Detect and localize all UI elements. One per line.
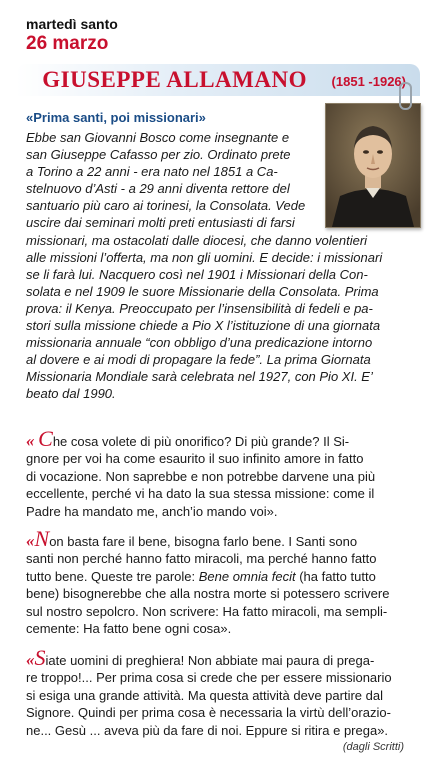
bio-line: Ebbe san Giovanni Bosco come insegnante e <box>26 130 290 145</box>
day-label: martedì santo <box>26 16 118 32</box>
latin-phrase: Bene omnia fecit <box>198 568 296 584</box>
quote-initial: S <box>34 645 46 670</box>
quote-text: he cosa volete di più onorifico? Di più grande? Il Si- <box>52 434 350 449</box>
quote-initial: C <box>38 426 53 451</box>
paperclip-icon <box>399 82 412 110</box>
bio-line: solata e nel 1909 le suore Missionarie della Consolata. Prima <box>26 283 379 299</box>
quote-line: Padre ha mandato me, anch’io mando voi». <box>26 503 278 519</box>
quote-open-mark: « <box>26 650 35 669</box>
biography-text <box>26 129 406 403</box>
quote-line: eccellente, perché vi ha dato la sua stessa missione: come il <box>26 486 375 502</box>
quote-block-1 <box>26 426 412 520</box>
quote-line: sul nostro sepolcro. Non scrivere: Ha fatto miracoli, ma sempli- <box>26 603 388 619</box>
quote-first-line <box>26 426 412 451</box>
bio-line: Missionaria Mondiale sarà celebrata nel 1927, con Pio XI. E’ <box>26 369 373 385</box>
title-banner <box>16 64 420 96</box>
quote-line: gnore per voi ha come esaurito il suo infinito amore in fatto <box>26 451 364 467</box>
quote-line: re troppo!... Per prima cosa si crede che per essere missionario <box>26 670 392 686</box>
quote-text: tutto bene. Queste tre parole: <box>26 568 199 584</box>
quote-line: cemente: Ha fatto bene ogni cosa». <box>26 621 232 637</box>
quote-text: on basta fare il bene, bisogna farlo bene. I Santi sono <box>49 534 358 549</box>
bio-line: stori sulla missione chiede a Pio X l’istituzione di una giornata <box>26 318 381 334</box>
quote-first-line <box>26 526 412 551</box>
quote-line: ne... Gesù ... aveva più da fare di noi. Eppure si ritira e prega». <box>26 722 389 738</box>
bio-line: stelnuovo d’Asti - a 29 anni diventa rettore del <box>26 181 290 197</box>
quote-line: di vocazione. Non saprebbe e non potrebbe darvene una più <box>26 468 376 484</box>
bio-line: uscire dai seminari molti preti entusiasti di farsi <box>26 215 295 231</box>
quote-open-mark: « <box>26 531 35 550</box>
source-note: (dagli Scritti) <box>342 741 404 753</box>
saint-name: GIUSEPPE ALLAMANO <box>42 67 307 92</box>
bio-line: alle missioni l’offerta, ma non gli uomini. E decide: i missionari <box>26 249 383 265</box>
bio-line: se li farà lui. Nacquero così nel 1901 i Missionari della Con- <box>26 266 368 282</box>
bio-line: al dovere e ai modi di propagare la fede”. La prima Giornata <box>26 352 371 368</box>
quote-open-mark: « <box>26 431 35 450</box>
quote-line <box>26 568 412 585</box>
saint-years: (1851 -1926) <box>331 74 406 89</box>
quote-first-line <box>26 645 412 670</box>
bio-heading: «Prima santi, poi missionari» <box>26 110 206 125</box>
bio-line: a Torino a 22 anni - era nato nel 1851 a Ca- <box>26 164 278 180</box>
quote-line: si esiga una grande attività. Ma questa attività deve partire dal <box>26 687 383 703</box>
date-label: 26 marzo <box>26 33 109 54</box>
quote-block-2 <box>26 526 412 637</box>
quote-text: iate uomini di preghiera! Non abbiate mai paura di prega- <box>45 653 375 668</box>
bio-line: santuario più caro ai torinesi, la Consolata. Vede <box>26 198 306 214</box>
bio-line: missionari, ma ostacolati dalle diocesi, che danno volentieri <box>26 232 368 248</box>
quote-line: santi non perché hanno fatto miracoli, ma perché hanno fatto <box>26 551 377 567</box>
quote-line: bene) bisognerebbe che alla nostra morte si potessero scrivere <box>26 586 390 602</box>
bio-line: san Giuseppe Cafasso per zio. Ordinato prete <box>26 147 291 163</box>
quote-initial: N <box>34 526 50 551</box>
bio-line: missionaria annuale “con obbligo d’una predicazione intorno <box>26 335 373 351</box>
quote-block-3 <box>26 645 412 739</box>
quote-line: Signore. Quindi per prima cosa è necessaria la virtù dell’orazio- <box>26 705 391 721</box>
quote-text: (ha fatto tutto <box>295 568 376 584</box>
bio-line: beato dal 1990. <box>26 386 116 402</box>
bio-line: prova: il Kenya. Preoccupato per l’insensibilità di fedeli e pa- <box>26 300 373 316</box>
